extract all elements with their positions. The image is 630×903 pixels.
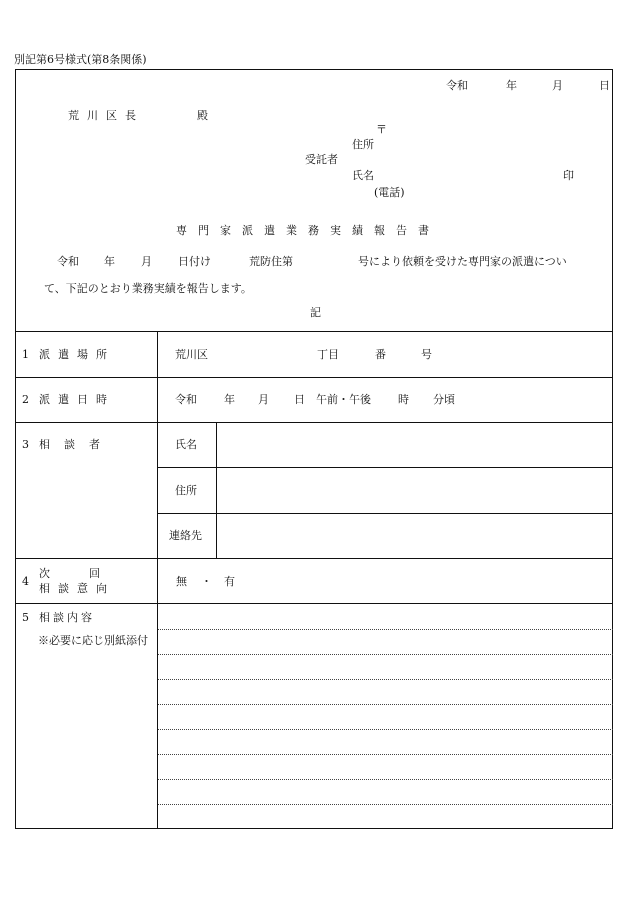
content-writing-line — [158, 654, 613, 655]
datetime-month: 月 — [258, 393, 269, 406]
datetime-year: 年 — [224, 393, 235, 406]
row4-label-line1: 次回 — [39, 567, 139, 580]
row3-label: 相談者 — [39, 438, 114, 451]
date-day: 日 — [599, 79, 610, 92]
datetime-hour: 時 — [398, 393, 409, 406]
row-divider-3b — [158, 513, 613, 514]
row5-label: 相談内容 — [39, 611, 95, 624]
intro-line2: て、下記のとおり業務実績を報告します。 — [44, 282, 252, 295]
intro-month: 月 — [141, 255, 152, 268]
datetime-ampm: 午前・午後 — [316, 393, 371, 406]
datetime-minute: 分頃 — [433, 393, 455, 406]
intent-separator: ・ — [201, 575, 212, 588]
datetime-day: 日 — [294, 393, 305, 406]
intro-dated: 日付け — [178, 255, 211, 268]
subfield-column-divider — [216, 422, 217, 558]
addressee-honorific: 殿 — [197, 109, 208, 122]
row-divider-2 — [15, 422, 613, 423]
content-note: ※必要に応じ別紙添付 — [38, 634, 148, 647]
place-chome: 丁目 — [317, 348, 339, 361]
addressee-title: 荒川区長 — [68, 109, 144, 122]
datetime-era: 令和 — [175, 393, 197, 406]
place-ban: 番 — [375, 348, 386, 361]
postal-mark: 〒 — [376, 123, 387, 136]
intro-doc-prefix: 荒防住第 — [249, 255, 293, 268]
consulter-address-label: 住所 — [175, 484, 197, 497]
content-writing-line — [158, 754, 613, 755]
date-month: 月 — [552, 79, 563, 92]
row3-number: 3 — [22, 438, 29, 451]
content-writing-line — [158, 779, 613, 780]
row1-label: 派遣場所 — [39, 348, 115, 361]
row-divider-1 — [15, 377, 613, 378]
row-divider-4 — [15, 558, 613, 559]
consulter-contact-label: 連絡先 — [169, 529, 202, 542]
role-label: 受託者 — [305, 153, 338, 166]
form-caption: 別記第6号様式(第8条関係) — [14, 53, 147, 66]
content-writing-line — [158, 679, 613, 680]
row-divider-3a — [158, 467, 613, 468]
row4-number: 4 — [22, 575, 29, 588]
consulter-name-label: 氏名 — [175, 438, 197, 451]
row5-number: 5 — [22, 611, 29, 624]
place-go: 号 — [421, 348, 432, 361]
ki-label: 記 — [310, 306, 321, 319]
place-ward: 荒川区 — [175, 348, 208, 361]
intro-era: 令和 — [57, 255, 79, 268]
intent-option-yes: 有 — [224, 575, 235, 588]
row2-label: 派遣日時 — [39, 393, 115, 406]
content-writing-line — [158, 729, 613, 730]
row4-label-line2: 相談意向 — [39, 582, 115, 595]
row2-number: 2 — [22, 393, 29, 406]
report-title: 専門家派遣業務実績報告書 — [176, 224, 440, 237]
content-writing-line — [158, 804, 613, 805]
table-top-border — [15, 331, 613, 332]
date-year: 年 — [506, 79, 517, 92]
date-era: 令和 — [446, 79, 468, 92]
name-label: 氏名 — [352, 169, 374, 182]
intro-line1-tail: 号により依頼を受けた専門家の派遣につい — [358, 255, 567, 268]
phone-label: (電話) — [374, 186, 405, 199]
intro-year: 年 — [104, 255, 115, 268]
seal-mark: 印 — [563, 169, 574, 182]
row-divider-5 — [15, 603, 613, 604]
content-writing-line — [158, 629, 613, 630]
intent-option-none: 無 — [176, 575, 187, 588]
address-label: 住所 — [352, 138, 374, 151]
row1-number: 1 — [22, 348, 29, 361]
content-writing-line — [158, 704, 613, 705]
